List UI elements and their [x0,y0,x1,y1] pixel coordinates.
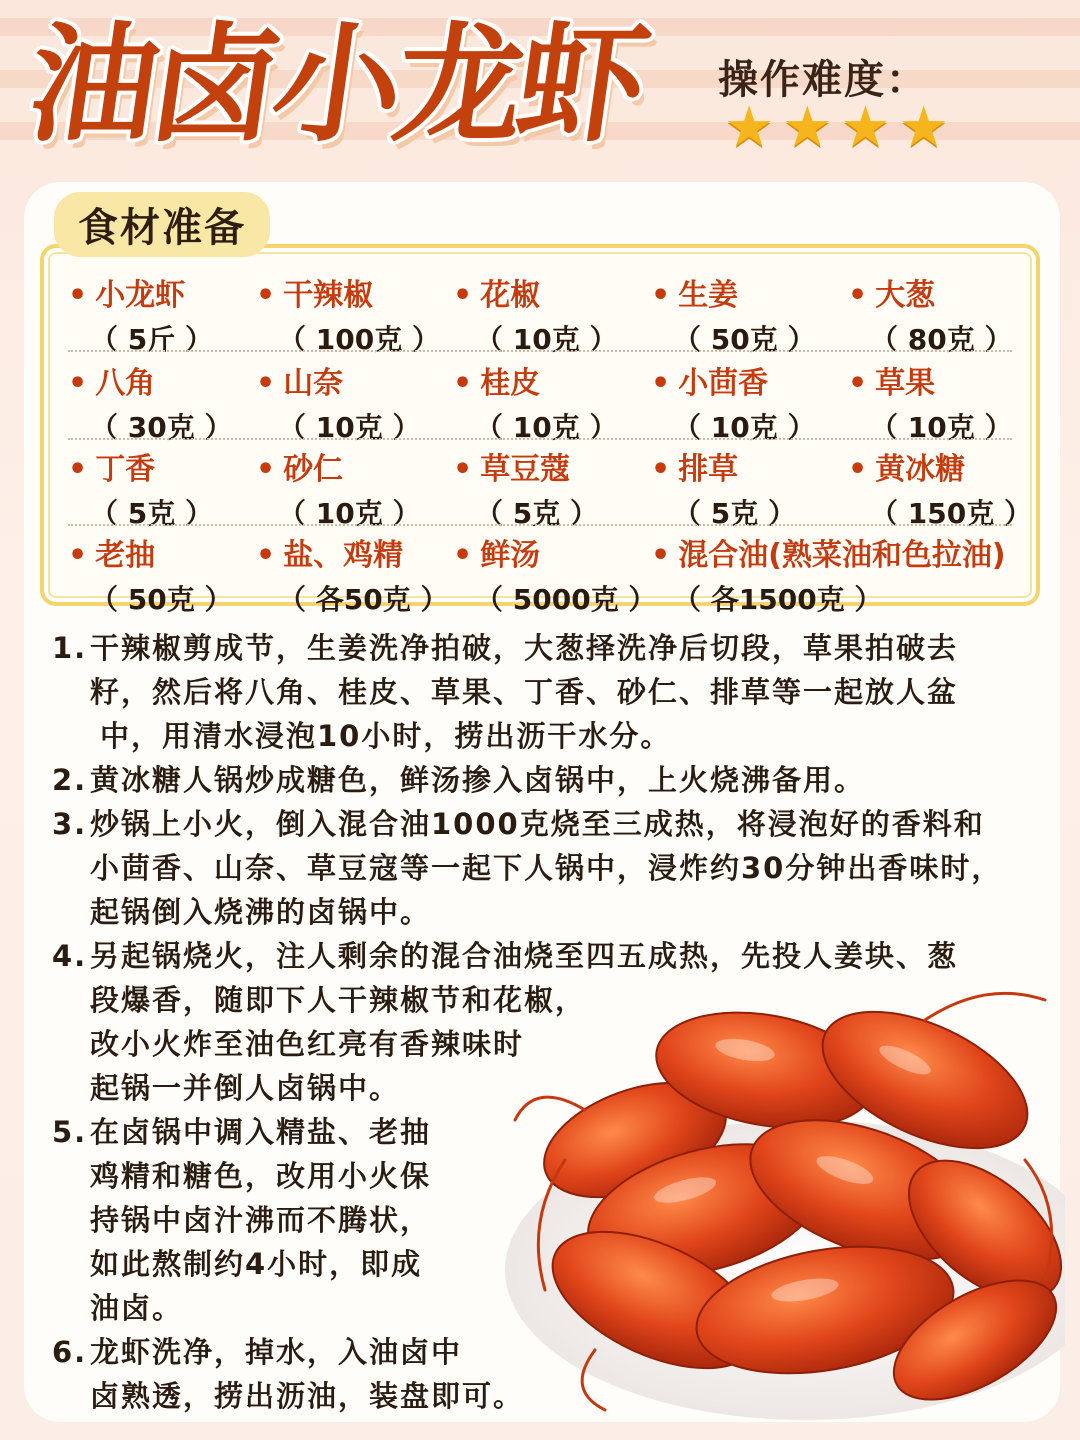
step-item [52,1110,1052,1330]
star-icon: ★ [840,95,891,160]
ingredient-name: • 干辣椒 [256,270,456,314]
step-number: 1. [52,631,88,665]
step-item [52,1330,1052,1418]
ingredient-name: • 盐、鸡精 [256,530,456,574]
ingredient-item [651,358,851,446]
ingredient-name: • 小茴香 [651,358,851,402]
step-line: 如此熬制约4小时，即成 [90,1247,423,1281]
step-line: 起锅倒入烧沸的卤锅中。 [90,895,432,929]
ingredient-item [848,270,1048,358]
ingredient-item [68,358,268,446]
ingredient-item [848,444,1048,532]
recipe-title: 油卤小龙虾 [19,11,651,160]
ingredient-item [68,444,268,532]
ingredient-name: • 花椒 [453,270,653,314]
ingredient-name: • 大葱 [848,270,1048,314]
ingredient-amount: （ 各1500克 ） [673,583,883,616]
ingredient-name: • 丁香 [68,444,268,488]
ingredient-name: • 排草 [651,444,851,488]
ingredient-amount: （ 5克 ） [475,497,598,530]
ingredient-item [453,444,653,532]
ingredient-amount: （ 5斤 ） [90,323,213,356]
ingredient-amount: （ 30克 ） [90,411,233,444]
step-line: 持锅中卤汁沸而不腾状， [90,1203,432,1237]
step-number: 2. [52,763,88,797]
step-line: 鸡精和糖色，改用小火保 [90,1159,432,1193]
ingredient-name: • 草豆蔻 [453,444,653,488]
ingredients-row [68,352,1013,444]
ingredient-amount: （ 100克 ） [278,323,440,356]
step-line: 油卤。 [90,1291,184,1325]
star-icon: ★ [782,95,833,160]
step-line: 小茴香、山奈、草豆寇等一起下人锅中，浸炸约30分钟出香味时， [90,851,1003,885]
ingredient-amount: （ 10克 ） [475,411,618,444]
ingredient-name: • 山奈 [256,358,456,402]
step-line: 段爆香，随即下人干辣椒节和花椒， [90,983,587,1017]
ingredient-amount: （ 5克 ） [673,497,796,530]
ingredient-item [453,270,653,358]
step-line: 龙虾洗净，掉水，入油卤中 [90,1335,463,1369]
step-number: 4. [52,939,88,973]
ingredient-name: • 鲜汤 [453,530,653,574]
ingredient-name: • 黄冰糖 [848,444,1048,488]
step-line: 干辣椒剪成节，生姜洗净拍破，大葱择洗净后切段，草果拍破去 [90,631,959,665]
step-number: 6. [52,1335,88,1369]
ingredients-box [40,244,1040,616]
step-line: 在卤锅中调入精盐、老抽 [90,1115,432,1149]
ingredient-amount: （ 50克 ） [673,323,816,356]
ingredients-row [68,438,1032,530]
ingredient-name: • 砂仁 [256,444,456,488]
ingredient-amount: （ 各50克 ） [278,583,449,616]
step-line: 中，用清水浸泡10小时，捞出沥干水分。 [100,719,672,753]
ingredient-amount: （ 5克 ） [90,497,213,530]
step-line: 卤熟透，捞出沥油，装盘即可。 [90,1379,525,1413]
ingredient-item [256,358,456,446]
ingredient-item [651,270,851,358]
step-line: 另起锅烧火，注人剩余的混合油烧至四五成热，先投人姜块、葱 [90,939,959,973]
step-item [52,626,1052,758]
ingredient-name: • 八角 [68,358,268,402]
step-line: 炒锅上小火，倒入混合油1000克烧至三成热，将浸泡好的香料和 [90,807,985,841]
star-icon: ★ [724,95,775,160]
ingredient-name: • 老抽 [68,530,268,574]
ingredient-name: • 桂皮 [453,358,653,402]
ingredient-name: • 草果 [848,358,1048,402]
ingredient-amount: （ 5000克 ） [475,583,657,616]
ingredient-amount: （ 10克 ） [278,497,421,530]
ingredient-name: • 生姜 [651,270,851,314]
step-line: 籽，然后将八角、桂皮、草果、丁香、砂仁、排草等一起放人盆 [90,675,959,709]
star-icon: ★ [898,95,949,160]
ingredient-item [256,530,456,618]
ingredient-name: • 混合油(熟菜油和色拉油) [651,530,1031,574]
ingredient-amount: （ 10克 ） [475,323,618,356]
step-item [52,802,1052,934]
ingredient-amount: （ 150克 ） [870,497,1032,530]
ingredient-amount: （ 10克 ） [870,411,1013,444]
ingredient-amount: （ 50克 ） [90,583,233,616]
ingredients-row [68,524,1012,616]
step-line: 改小火炸至油色红亮有香辣味时 [90,1027,525,1061]
step-line: 起锅一并倒人卤锅中。 [90,1071,401,1105]
step-line: 黄冰糖人锅炒成糖色，鲜汤掺入卤锅中，上火烧沸备用。 [90,763,866,797]
step-number: 5. [52,1115,88,1149]
ingredients-row [68,264,1013,356]
ingredient-item [453,530,657,618]
ingredient-item [68,270,268,358]
ingredient-item [256,270,456,358]
step-number: 3. [52,807,88,841]
ingredient-item [256,444,456,532]
step-item [52,758,1052,802]
ingredient-item [848,358,1048,446]
ingredient-amount: （ 10克 ） [278,411,421,444]
ingredient-item [68,530,268,618]
difficulty-label: 操作难度： [718,57,928,103]
ingredient-item [651,444,851,532]
ingredient-amount: （ 10克 ） [673,411,816,444]
steps-list [52,626,1052,1418]
ingredient-name: • 小龙虾 [68,270,268,314]
ingredient-item [453,358,653,446]
difficulty-stars [724,95,949,160]
ingredients-heading: 食材准备 [54,192,270,257]
step-item [52,934,1052,1110]
ingredient-item [651,530,1031,618]
ingredient-amount: （ 80克 ） [870,323,1013,356]
